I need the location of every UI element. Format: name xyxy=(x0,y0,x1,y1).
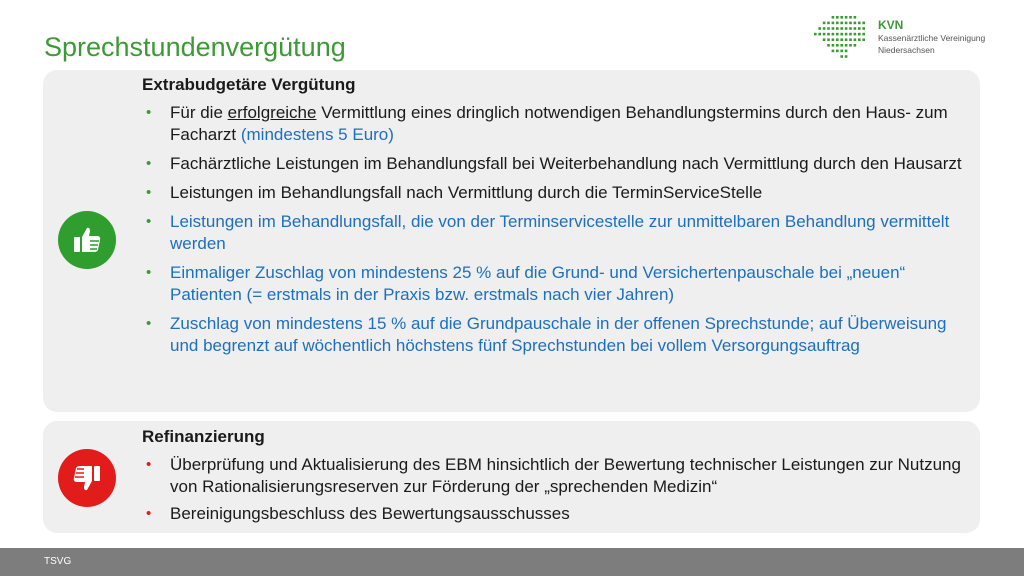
thumbs-down-icon xyxy=(58,449,116,507)
footer-bar xyxy=(0,548,1024,576)
logo-line2: Niedersachsen xyxy=(878,45,935,55)
item-text: Einmaliger Zuschlag von mindestens 25 % auf die Grund- und Versichertenpauschale bei „neuen“ Patienten (= erstmals in der Praxis bzw. erstmals nach vier Jahren) xyxy=(170,263,906,304)
item-text: Leistungen im Behandlungsfall nach Vermittlung durch die TerminServiceStelle xyxy=(170,183,763,202)
item-text: Fachärztliche Leistungen im Behandlungsfall bei Weiterbehandlung nach Vermittlung durch den Hausarzt xyxy=(170,154,962,173)
bullet-icon: • xyxy=(146,456,152,473)
lower-saxony-map-icon xyxy=(812,12,872,68)
list-item xyxy=(142,211,962,255)
bullet-icon: • xyxy=(146,264,152,281)
section-heading: Extrabudgetäre Vergütung xyxy=(142,75,356,94)
footer-label: TSVG xyxy=(44,556,72,567)
list-item xyxy=(142,454,962,498)
item-text: Überprüfung und Aktualisierung des EBM hinsichtlich der Bewertung technischer Leistungen zur Nutzung von Rationalisierungsreserven zur Förderung der „sprechenden Medizin“ xyxy=(170,455,961,496)
list-item xyxy=(142,313,962,357)
refinancing-section xyxy=(142,426,962,530)
item-text: Zuschlag von mindestens 15 % auf die Grundpauschale in der offenen Sprechstunde; auf Überweisung und begrenzt auf wöchentlich höchstens fünf Sprechstunden bei vollem Versorgungsauftrag xyxy=(170,314,947,355)
logo-name: KVN xyxy=(878,18,904,32)
item-text: Für die xyxy=(170,103,228,122)
extrabudget-section xyxy=(142,74,962,364)
bullet-icon: • xyxy=(146,505,152,522)
list-item xyxy=(142,182,962,204)
item-underlined: erfolgreiche xyxy=(227,103,317,122)
thumbs-up-icon xyxy=(58,211,116,269)
item-text: Leistungen im Behandlungsfall, die von der Terminservicestelle zur unmittelbaren Behandlung vermittelt werden xyxy=(170,212,950,253)
section-heading: Refinanzierung xyxy=(142,427,265,446)
bullet-icon: • xyxy=(146,104,152,121)
bullet-icon: • xyxy=(146,315,152,332)
page-title: Sprechstundenvergütung xyxy=(44,32,346,62)
logo-line1: Kassenärztliche Vereinigung xyxy=(878,33,986,43)
bullet-icon: • xyxy=(146,155,152,172)
bullet-icon: • xyxy=(146,213,152,230)
list-item xyxy=(142,153,962,175)
item-text: Vermittlung eines dringlich notwendigen Behandlungstermins durch den Haus- zum Facharzt xyxy=(170,103,948,144)
list-item xyxy=(142,503,962,525)
item-text: Bereinigungsbeschluss des Bewertungsausschusses xyxy=(170,504,570,523)
list-item xyxy=(142,262,962,306)
bullet-icon: • xyxy=(146,184,152,201)
item-highlight: (mindestens 5 Euro) xyxy=(240,125,394,144)
kvn-logo xyxy=(812,12,992,70)
list-item xyxy=(142,102,962,146)
